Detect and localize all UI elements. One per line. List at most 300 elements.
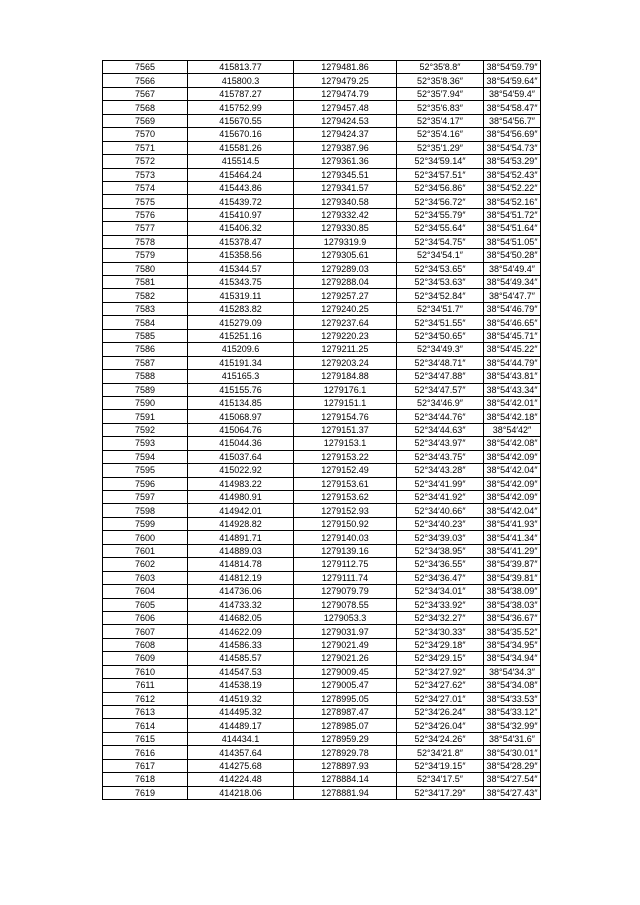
point-number-cell: 7607: [103, 625, 188, 638]
x-coordinate-cell: 414224.48: [188, 773, 294, 786]
point-number-cell: 7581: [103, 276, 188, 289]
latitude-cell: 52°35′1.29″: [397, 141, 484, 154]
x-coordinate-cell: 415581.26: [188, 141, 294, 154]
latitude-cell: 52°34′17.29″: [397, 786, 484, 799]
table-row: [103, 585, 541, 598]
point-number-cell: 7593: [103, 437, 188, 450]
latitude-cell: 52°34′54.1″: [397, 249, 484, 262]
y-coordinate-cell: 1279111.74: [294, 571, 397, 584]
point-number-cell: 7615: [103, 732, 188, 745]
point-number-cell: 7588: [103, 370, 188, 383]
table-row: [103, 652, 541, 665]
latitude-cell: 52°34′36.47″: [397, 571, 484, 584]
latitude-cell: 52°34′26.24″: [397, 706, 484, 719]
point-number-cell: 7616: [103, 746, 188, 759]
latitude-cell: 52°34′51.55″: [397, 316, 484, 329]
x-coordinate-cell: 415813.77: [188, 61, 294, 74]
table-row: [103, 598, 541, 611]
y-coordinate-cell: 1279341.57: [294, 181, 397, 194]
table-row: [103, 356, 541, 369]
table-row: [103, 195, 541, 208]
longitude-cell: 38°54′30.01″: [484, 746, 541, 759]
x-coordinate-cell: 414980.91: [188, 491, 294, 504]
x-coordinate-cell: 414434.1: [188, 732, 294, 745]
table-row: [103, 276, 541, 289]
y-coordinate-cell: 1279332.42: [294, 208, 397, 221]
longitude-cell: 38°54′47.7″: [484, 289, 541, 302]
y-coordinate-cell: 1279474.79: [294, 87, 397, 100]
latitude-cell: 52°34′27.92″: [397, 665, 484, 678]
longitude-cell: 38°54′42.09″: [484, 477, 541, 490]
x-coordinate-cell: 415044.36: [188, 437, 294, 450]
latitude-cell: 52°34′44.63″: [397, 423, 484, 436]
point-number-cell: 7600: [103, 531, 188, 544]
table-row: [103, 423, 541, 436]
x-coordinate-cell: 415514.5: [188, 155, 294, 168]
y-coordinate-cell: 1279479.25: [294, 74, 397, 87]
y-coordinate-cell: 1279387.96: [294, 141, 397, 154]
x-coordinate-cell: 415800.3: [188, 74, 294, 87]
x-coordinate-cell: 415068.97: [188, 410, 294, 423]
y-coordinate-cell: 1279021.49: [294, 638, 397, 651]
latitude-cell: 52°34′55.79″: [397, 208, 484, 221]
table-row: [103, 638, 541, 651]
y-coordinate-cell: 1278959.29: [294, 732, 397, 745]
latitude-cell: 52°34′43.97″: [397, 437, 484, 450]
table-row: [103, 114, 541, 127]
table-row: [103, 302, 541, 315]
x-coordinate-cell: 414682.05: [188, 611, 294, 624]
table-row: [103, 396, 541, 409]
y-coordinate-cell: 1279140.03: [294, 531, 397, 544]
table-row: [103, 61, 541, 74]
latitude-cell: 52°34′57.51″: [397, 168, 484, 181]
y-coordinate-cell: 1279151.1: [294, 396, 397, 409]
y-coordinate-cell: 1279257.27: [294, 289, 397, 302]
longitude-cell: 38°54′42.09″: [484, 491, 541, 504]
y-coordinate-cell: 1279305.61: [294, 249, 397, 262]
x-coordinate-cell: 414547.53: [188, 665, 294, 678]
y-coordinate-cell: 1279154.76: [294, 410, 397, 423]
y-coordinate-cell: 1279361.36: [294, 155, 397, 168]
table-row: [103, 383, 541, 396]
longitude-cell: 38°54′59.64″: [484, 74, 541, 87]
point-number-cell: 7612: [103, 692, 188, 705]
latitude-cell: 52°34′27.62″: [397, 679, 484, 692]
y-coordinate-cell: 1279152.49: [294, 464, 397, 477]
x-coordinate-cell: 414733.32: [188, 598, 294, 611]
y-coordinate-cell: 1279153.61: [294, 477, 397, 490]
longitude-cell: 38°54′27.43″: [484, 786, 541, 799]
x-coordinate-cell: 415752.99: [188, 101, 294, 114]
latitude-cell: 52°34′19.15″: [397, 759, 484, 772]
point-number-cell: 7573: [103, 168, 188, 181]
table-row: [103, 343, 541, 356]
y-coordinate-cell: 1279330.85: [294, 222, 397, 235]
longitude-cell: 38°54′34.3″: [484, 665, 541, 678]
x-coordinate-cell: 415344.57: [188, 262, 294, 275]
table-row: [103, 249, 541, 262]
latitude-cell: 52°34′55.64″: [397, 222, 484, 235]
x-coordinate-cell: 415464.24: [188, 168, 294, 181]
latitude-cell: 52°34′56.86″: [397, 181, 484, 194]
point-number-cell: 7579: [103, 249, 188, 262]
table-row: [103, 450, 541, 463]
table-row: [103, 706, 541, 719]
x-coordinate-cell: 414495.32: [188, 706, 294, 719]
x-coordinate-cell: 415410.97: [188, 208, 294, 221]
table-row: [103, 235, 541, 248]
table-row: [103, 732, 541, 745]
longitude-cell: 38°54′45.71″: [484, 329, 541, 342]
y-coordinate-cell: 1278884.14: [294, 773, 397, 786]
point-number-cell: 7580: [103, 262, 188, 275]
longitude-cell: 38°54′42.01″: [484, 396, 541, 409]
x-coordinate-cell: 415670.55: [188, 114, 294, 127]
point-number-cell: 7591: [103, 410, 188, 423]
latitude-cell: 52°34′32.27″: [397, 611, 484, 624]
longitude-cell: 38°54′54.73″: [484, 141, 541, 154]
latitude-cell: 52°35′4.17″: [397, 114, 484, 127]
latitude-cell: 52°34′47.88″: [397, 370, 484, 383]
longitude-cell: 38°54′35.52″: [484, 625, 541, 638]
y-coordinate-cell: 1279345.51: [294, 168, 397, 181]
latitude-cell: 52°34′56.72″: [397, 195, 484, 208]
point-number-cell: 7596: [103, 477, 188, 490]
latitude-cell: 52°34′50.65″: [397, 329, 484, 342]
x-coordinate-cell: 415443.86: [188, 181, 294, 194]
table-row: [103, 181, 541, 194]
y-coordinate-cell: 1279150.92: [294, 517, 397, 530]
point-number-cell: 7569: [103, 114, 188, 127]
point-number-cell: 7601: [103, 544, 188, 557]
point-number-cell: 7570: [103, 128, 188, 141]
point-number-cell: 7599: [103, 517, 188, 530]
latitude-cell: 52°34′33.92″: [397, 598, 484, 611]
longitude-cell: 38°54′52.43″: [484, 168, 541, 181]
y-coordinate-cell: 1279176.1: [294, 383, 397, 396]
latitude-cell: 52°34′54.75″: [397, 235, 484, 248]
point-number-cell: 7611: [103, 679, 188, 692]
y-coordinate-cell: 1279053.3: [294, 611, 397, 624]
table-row: [103, 746, 541, 759]
point-number-cell: 7614: [103, 719, 188, 732]
y-coordinate-cell: 1279237.64: [294, 316, 397, 329]
y-coordinate-cell: 1278987.47: [294, 706, 397, 719]
table-row: [103, 128, 541, 141]
latitude-cell: 52°34′30.33″: [397, 625, 484, 638]
latitude-cell: 52°35′6.83″: [397, 101, 484, 114]
longitude-cell: 38°54′46.79″: [484, 302, 541, 315]
point-number-cell: 7577: [103, 222, 188, 235]
x-coordinate-cell: 414814.78: [188, 558, 294, 571]
x-coordinate-cell: 414586.33: [188, 638, 294, 651]
table-row: [103, 517, 541, 530]
point-number-cell: 7608: [103, 638, 188, 651]
longitude-cell: 38°54′42.09″: [484, 450, 541, 463]
point-number-cell: 7585: [103, 329, 188, 342]
x-coordinate-cell: 415134.85: [188, 396, 294, 409]
point-number-cell: 7590: [103, 396, 188, 409]
x-coordinate-cell: 414622.09: [188, 625, 294, 638]
point-number-cell: 7617: [103, 759, 188, 772]
table-row: [103, 289, 541, 302]
point-number-cell: 7594: [103, 450, 188, 463]
longitude-cell: 38°54′34.08″: [484, 679, 541, 692]
latitude-cell: 52°34′44.76″: [397, 410, 484, 423]
longitude-cell: 38°54′42.08″: [484, 437, 541, 450]
table-row: [103, 316, 541, 329]
table-row: [103, 87, 541, 100]
latitude-cell: 52°35′4.16″: [397, 128, 484, 141]
latitude-cell: 52°34′52.84″: [397, 289, 484, 302]
latitude-cell: 52°34′59.14″: [397, 155, 484, 168]
longitude-cell: 38°54′51.05″: [484, 235, 541, 248]
longitude-cell: 38°54′53.29″: [484, 155, 541, 168]
longitude-cell: 38°54′58.47″: [484, 101, 541, 114]
longitude-cell: 38°54′34.94″: [484, 652, 541, 665]
point-number-cell: 7604: [103, 585, 188, 598]
y-coordinate-cell: 1279139.16: [294, 544, 397, 557]
longitude-cell: 38°54′38.09″: [484, 585, 541, 598]
table-row: [103, 531, 541, 544]
y-coordinate-cell: 1279112.75: [294, 558, 397, 571]
table-row: [103, 262, 541, 275]
longitude-cell: 38°54′43.34″: [484, 383, 541, 396]
longitude-cell: 38°54′46.65″: [484, 316, 541, 329]
table-row: [103, 544, 541, 557]
point-number-cell: 7567: [103, 87, 188, 100]
latitude-cell: 52°34′53.65″: [397, 262, 484, 275]
point-number-cell: 7565: [103, 61, 188, 74]
x-coordinate-cell: 415165.3: [188, 370, 294, 383]
table-row: [103, 692, 541, 705]
x-coordinate-cell: 414889.03: [188, 544, 294, 557]
y-coordinate-cell: 1279340.58: [294, 195, 397, 208]
y-coordinate-cell: 1279211.25: [294, 343, 397, 356]
y-coordinate-cell: 1279184.88: [294, 370, 397, 383]
longitude-cell: 38°54′33.53″: [484, 692, 541, 705]
latitude-cell: 52°34′51.7″: [397, 302, 484, 315]
longitude-cell: 38°54′52.22″: [484, 181, 541, 194]
longitude-cell: 38°54′42.04″: [484, 464, 541, 477]
table-row: [103, 679, 541, 692]
table-row: [103, 759, 541, 772]
x-coordinate-cell: 415670.16: [188, 128, 294, 141]
y-coordinate-cell: 1279153.1: [294, 437, 397, 450]
latitude-cell: 52°34′38.95″: [397, 544, 484, 557]
longitude-cell: 38°54′41.34″: [484, 531, 541, 544]
point-number-cell: 7583: [103, 302, 188, 315]
table-row: [103, 491, 541, 504]
longitude-cell: 38°54′56.7″: [484, 114, 541, 127]
x-coordinate-cell: 415319.11: [188, 289, 294, 302]
longitude-cell: 38°54′27.54″: [484, 773, 541, 786]
longitude-cell: 38°54′38.03″: [484, 598, 541, 611]
latitude-cell: 52°34′27.01″: [397, 692, 484, 705]
x-coordinate-cell: 415406.32: [188, 222, 294, 235]
table-row: [103, 74, 541, 87]
latitude-cell: 52°34′29.18″: [397, 638, 484, 651]
x-coordinate-cell: 415787.27: [188, 87, 294, 100]
longitude-cell: 38°54′49.34″: [484, 276, 541, 289]
longitude-cell: 38°54′42.18″: [484, 410, 541, 423]
y-coordinate-cell: 1279009.45: [294, 665, 397, 678]
longitude-cell: 38°54′39.87″: [484, 558, 541, 571]
longitude-cell: 38°54′52.16″: [484, 195, 541, 208]
latitude-cell: 52°35′8.36″: [397, 74, 484, 87]
y-coordinate-cell: 1278929.78: [294, 746, 397, 759]
x-coordinate-cell: 414218.06: [188, 786, 294, 799]
longitude-cell: 38°54′42″: [484, 423, 541, 436]
x-coordinate-cell: 414489.17: [188, 719, 294, 732]
point-number-cell: 7618: [103, 773, 188, 786]
table-row: [103, 464, 541, 477]
table-row: [103, 101, 541, 114]
x-coordinate-cell: 414983.22: [188, 477, 294, 490]
latitude-cell: 52°34′26.04″: [397, 719, 484, 732]
y-coordinate-cell: 1279153.62: [294, 491, 397, 504]
latitude-cell: 52°34′41.92″: [397, 491, 484, 504]
y-coordinate-cell: 1279152.93: [294, 504, 397, 517]
latitude-cell: 52°35′7.94″: [397, 87, 484, 100]
point-number-cell: 7606: [103, 611, 188, 624]
longitude-cell: 38°54′51.64″: [484, 222, 541, 235]
longitude-cell: 38°54′50.28″: [484, 249, 541, 262]
latitude-cell: 52°34′29.15″: [397, 652, 484, 665]
y-coordinate-cell: 1279220.23: [294, 329, 397, 342]
y-coordinate-cell: 1278881.94: [294, 786, 397, 799]
x-coordinate-cell: 414942.01: [188, 504, 294, 517]
point-number-cell: 7575: [103, 195, 188, 208]
y-coordinate-cell: 1279203.24: [294, 356, 397, 369]
x-coordinate-cell: 415191.34: [188, 356, 294, 369]
point-number-cell: 7571: [103, 141, 188, 154]
longitude-cell: 38°54′31.6″: [484, 732, 541, 745]
x-coordinate-cell: 414928.82: [188, 517, 294, 530]
latitude-cell: 52°34′40.66″: [397, 504, 484, 517]
table-row: [103, 222, 541, 235]
x-coordinate-cell: 415155.76: [188, 383, 294, 396]
y-coordinate-cell: 1279481.86: [294, 61, 397, 74]
x-coordinate-cell: 415251.16: [188, 329, 294, 342]
table-row: [103, 141, 541, 154]
y-coordinate-cell: 1279151.37: [294, 423, 397, 436]
longitude-cell: 38°54′56.69″: [484, 128, 541, 141]
longitude-cell: 38°54′39.81″: [484, 571, 541, 584]
y-coordinate-cell: 1279424.53: [294, 114, 397, 127]
y-coordinate-cell: 1279079.79: [294, 585, 397, 598]
x-coordinate-cell: 415378.47: [188, 235, 294, 248]
point-number-cell: 7597: [103, 491, 188, 504]
x-coordinate-cell: 415283.82: [188, 302, 294, 315]
coordinates-table: [102, 60, 541, 800]
latitude-cell: 52°34′43.28″: [397, 464, 484, 477]
latitude-cell: 52°34′47.57″: [397, 383, 484, 396]
latitude-cell: 52°34′34.01″: [397, 585, 484, 598]
latitude-cell: 52°34′48.71″: [397, 356, 484, 369]
x-coordinate-cell: 414736.06: [188, 585, 294, 598]
table-row: [103, 329, 541, 342]
latitude-cell: 52°34′17.5″: [397, 773, 484, 786]
longitude-cell: 38°54′51.72″: [484, 208, 541, 221]
x-coordinate-cell: 415439.72: [188, 195, 294, 208]
coordinates-table-body: [103, 61, 541, 800]
point-number-cell: 7576: [103, 208, 188, 221]
table-row: [103, 773, 541, 786]
table-row: [103, 168, 541, 181]
point-number-cell: 7609: [103, 652, 188, 665]
table-row: [103, 611, 541, 624]
y-coordinate-cell: 1279153.22: [294, 450, 397, 463]
point-number-cell: 7566: [103, 74, 188, 87]
latitude-cell: 52°34′39.03″: [397, 531, 484, 544]
table-row: [103, 410, 541, 423]
x-coordinate-cell: 414538.19: [188, 679, 294, 692]
latitude-cell: 52°34′24.26″: [397, 732, 484, 745]
y-coordinate-cell: 1279005.47: [294, 679, 397, 692]
point-number-cell: 7619: [103, 786, 188, 799]
x-coordinate-cell: 414812.19: [188, 571, 294, 584]
point-number-cell: 7589: [103, 383, 188, 396]
y-coordinate-cell: 1279021.26: [294, 652, 397, 665]
table-row: [103, 571, 541, 584]
y-coordinate-cell: 1279457.48: [294, 101, 397, 114]
y-coordinate-cell: 1279289.03: [294, 262, 397, 275]
point-number-cell: 7586: [103, 343, 188, 356]
point-number-cell: 7595: [103, 464, 188, 477]
x-coordinate-cell: 415343.75: [188, 276, 294, 289]
longitude-cell: 38°54′28.29″: [484, 759, 541, 772]
longitude-cell: 38°54′41.29″: [484, 544, 541, 557]
point-number-cell: 7605: [103, 598, 188, 611]
point-number-cell: 7603: [103, 571, 188, 584]
point-number-cell: 7582: [103, 289, 188, 302]
longitude-cell: 38°54′59.4″: [484, 87, 541, 100]
latitude-cell: 52°34′43.75″: [397, 450, 484, 463]
longitude-cell: 38°54′42.04″: [484, 504, 541, 517]
x-coordinate-cell: 415022.92: [188, 464, 294, 477]
y-coordinate-cell: 1279240.25: [294, 302, 397, 315]
x-coordinate-cell: 415279.09: [188, 316, 294, 329]
table-row: [103, 155, 541, 168]
longitude-cell: 38°54′33.12″: [484, 706, 541, 719]
point-number-cell: 7610: [103, 665, 188, 678]
x-coordinate-cell: 415209.6: [188, 343, 294, 356]
y-coordinate-cell: 1279078.55: [294, 598, 397, 611]
table-row: [103, 558, 541, 571]
latitude-cell: 52°34′36.55″: [397, 558, 484, 571]
latitude-cell: 52°34′49.3″: [397, 343, 484, 356]
y-coordinate-cell: 1279319.9: [294, 235, 397, 248]
longitude-cell: 38°54′59.79″: [484, 61, 541, 74]
x-coordinate-cell: 414519.32: [188, 692, 294, 705]
x-coordinate-cell: 415064.76: [188, 423, 294, 436]
table-row: [103, 208, 541, 221]
point-number-cell: 7602: [103, 558, 188, 571]
longitude-cell: 38°54′49.4″: [484, 262, 541, 275]
point-number-cell: 7587: [103, 356, 188, 369]
table-row: [103, 477, 541, 490]
table-row: [103, 504, 541, 517]
longitude-cell: 38°54′34.95″: [484, 638, 541, 651]
point-number-cell: 7584: [103, 316, 188, 329]
point-number-cell: 7613: [103, 706, 188, 719]
latitude-cell: 52°34′46.9″: [397, 396, 484, 409]
point-number-cell: 7572: [103, 155, 188, 168]
y-coordinate-cell: 1279288.04: [294, 276, 397, 289]
x-coordinate-cell: 414891.71: [188, 531, 294, 544]
